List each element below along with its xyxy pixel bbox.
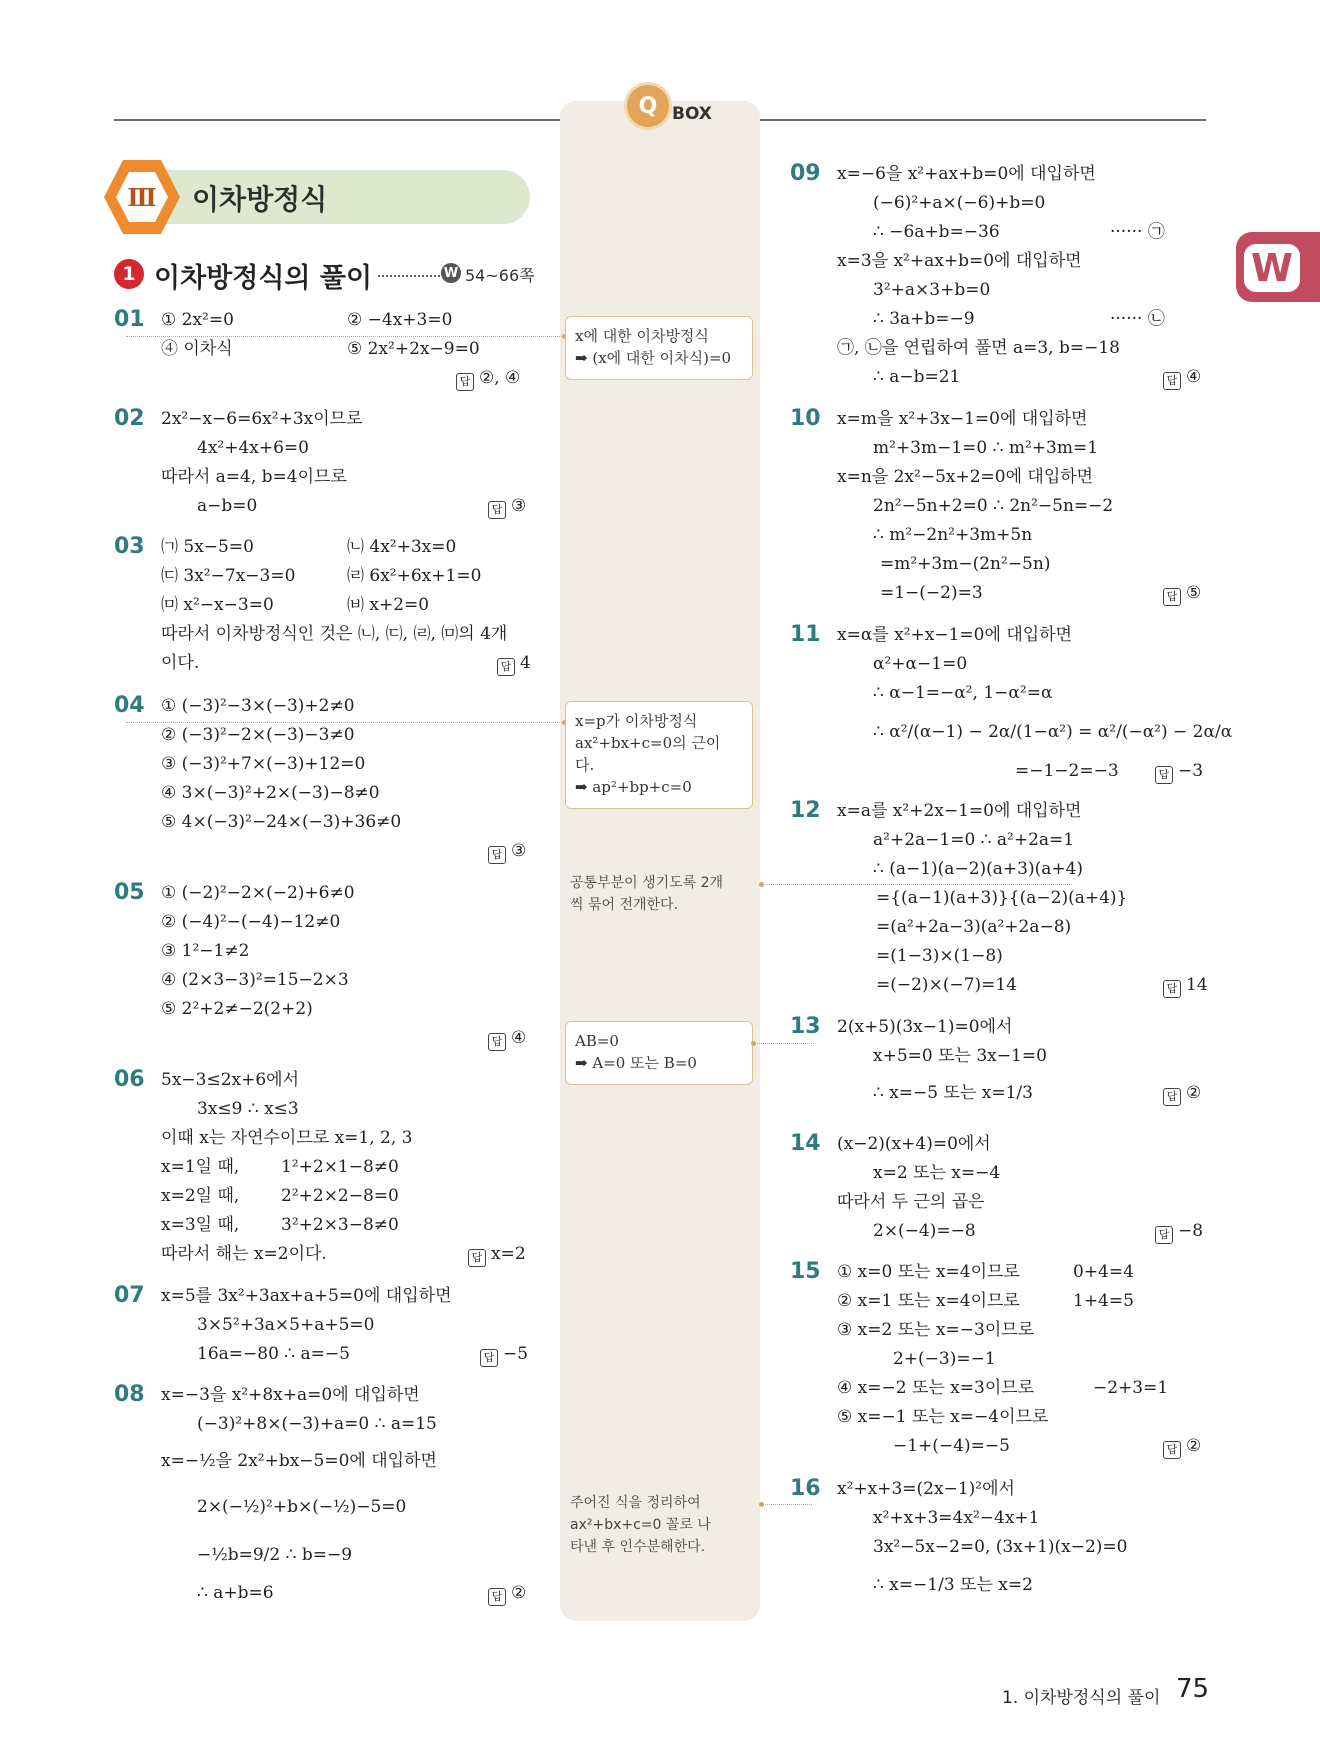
solution-line: 3²+2×3−8≠0 [281, 1215, 399, 1235]
solution-line: 2x²−x−6=6x²+3x이므로 [161, 409, 363, 429]
answer-mark-icon: 답 [1163, 588, 1181, 606]
section-leader-dots [378, 275, 440, 277]
solution-line: ① (−2)²−2×(−2)+6≠0 [161, 883, 355, 903]
answer-mark-icon: 답 [1163, 1441, 1181, 1459]
footer-section-label: 1. 이차방정식의 풀이 [1002, 1688, 1161, 1708]
solution-line: =−1−2=−3 [1015, 761, 1119, 781]
solution-line: ④ 이차식 [161, 339, 233, 359]
note-line: 타낸 후 인수분해한다. [570, 1539, 706, 1555]
solution-line: ㈂ 3x²−7x−3=0 [161, 566, 296, 586]
answer-mark-icon: 답 [1163, 980, 1181, 998]
solution-line: 3x≤9 ∴ x≤3 [197, 1099, 299, 1119]
problem-number: 15 [790, 1259, 821, 1284]
note-connector [762, 884, 1072, 885]
solution-line: ③ x=2 또는 x=−3이므로 [837, 1320, 1035, 1340]
solution-line: x=m을 x²+3x−1=0에 대입하면 [837, 409, 1088, 429]
solution-line: 이때 x는 자연수이므로 x=1, 2, 3 [161, 1128, 413, 1148]
note-line: 주어진 식을 정리하여 [570, 1495, 701, 1511]
solution-line: x²+x+3=4x²−4x+1 [873, 1508, 1040, 1528]
qbox-label: BOX [672, 104, 712, 124]
solution-line: 0+4=4 [1073, 1262, 1134, 1282]
answer-mark-icon: 답 [488, 501, 506, 519]
solution-line: 2×(−½)²+b×(−½)−5=0 [197, 1497, 407, 1517]
solution-line: 3²+a×3+b=0 [873, 280, 991, 300]
solution-line: ⑤ 2x²+2x−9=0 [347, 339, 480, 359]
solution-line: 3×5²+3a×5+a+5=0 [197, 1315, 375, 1335]
solution-line: ② −4x+3=0 [347, 310, 453, 330]
answer [468, 1244, 526, 1267]
note-connector [126, 336, 564, 337]
page-number: 75 [1176, 1674, 1210, 1704]
problem-number: 16 [790, 1476, 821, 1501]
problem-number: 09 [790, 161, 821, 186]
solution-line: ③ 1²−1≠2 [161, 941, 250, 961]
section-title: 이차방정식의 풀이 [154, 263, 373, 294]
note-line: 공통부분이 생기도록 2개 [570, 875, 724, 891]
solution-line: −1+(−4)=−5 [893, 1436, 1010, 1456]
answer-value: ③ [511, 841, 527, 861]
answer-mark-icon: 답 [480, 1349, 498, 1367]
qbox-note [565, 701, 753, 809]
side-tab-w-icon[interactable]: W [1244, 244, 1300, 292]
solution-line: =(a²+2a−3)(a²+2a−8) [876, 917, 1072, 937]
answer-value: 14 [1186, 975, 1208, 995]
solution-line: ∴ 3a+b=−9 [873, 309, 975, 329]
solution-line: ② (−4)²−(−4)−12≠0 [161, 912, 341, 932]
solution-line: 2×(−4)=−8 [873, 1221, 976, 1241]
problem-number: 06 [114, 1067, 145, 1092]
solution-line: ㈄ x²−x−3=0 [161, 595, 274, 615]
solution-line: 2²+2×2−8=0 [281, 1186, 399, 1206]
note-line: ax²+bx+c=0 꼴로 나 [570, 1517, 711, 1533]
solution-line: 따라서 두 근의 곱은 [837, 1192, 985, 1212]
answer-mark-icon: 답 [1155, 766, 1173, 784]
solution-line: ㈃ 6x²+6x+1=0 [347, 566, 482, 586]
solution-line: 따라서 a=4, b=4이므로 [161, 467, 347, 487]
solution-line: α²+α−1=0 [873, 654, 968, 674]
note-line: x에 대한 이차방정식 [575, 327, 709, 345]
solution-line: (−3)²+8×(−3)+a=0 ∴ a=15 [197, 1414, 437, 1434]
solution-line: x=n을 2x²−5x+2=0에 대입하면 [837, 467, 1094, 487]
answer-value: ② [511, 1583, 527, 1603]
solution-line: ③ (−3)²+7×(−3)+12=0 [161, 754, 366, 774]
solution-line: 1²+2×1−8≠0 [281, 1157, 399, 1177]
answer-value: −3 [1178, 761, 1204, 781]
solution-line: ② (−3)²−2×(−3)−3≠0 [161, 725, 355, 745]
problem-number: 14 [790, 1131, 821, 1156]
section-number-badge: 1 [114, 259, 144, 289]
note-line: ➡ (x에 대한 이차식)=0 [575, 349, 732, 367]
solution-line: x=−3을 x²+8x+a=0에 대입하면 [161, 1385, 420, 1405]
solution-line: ∴ (a−1)(a−2)(a+3)(a+4) [873, 859, 1084, 879]
solution-line: ① 2x²=0 [161, 310, 234, 330]
problem-number: 07 [114, 1283, 145, 1308]
solution-line: x=5를 3x²+3ax+a+5=0에 대입하면 [161, 1286, 452, 1306]
answer-value: ④ [1186, 367, 1202, 387]
answer-value: −8 [1178, 1221, 1204, 1241]
problem-number: 01 [114, 307, 145, 332]
answer [488, 1028, 526, 1051]
top-rule-right [760, 119, 1206, 121]
answer-mark-icon: 답 [497, 658, 515, 676]
solution-line: ∴ α−1=−α², 1−α²=α [873, 683, 1053, 703]
qbox-note-plain [570, 1492, 754, 1558]
answer [1163, 975, 1208, 998]
qbox-note [565, 1021, 753, 1085]
answer-mark-icon: 답 [1155, 1226, 1173, 1244]
solution-line: a²+2a−1=0 ∴ a²+2a=1 [873, 830, 1075, 850]
answer [1155, 761, 1203, 784]
solution-line: (−6)²+a×(−6)+b=0 [873, 193, 1046, 213]
solution-line: x+5=0 또는 3x−1=0 [873, 1046, 1047, 1066]
problem-number: 10 [790, 406, 821, 431]
answer-value: ③ [511, 496, 527, 516]
answer-value: ⑤ [1186, 583, 1202, 603]
workbook-w-icon: W [441, 263, 461, 283]
solution-line: ∴ x=−5 또는 x=1/3 [873, 1083, 1033, 1103]
solution-line: x=1일 때, [161, 1157, 240, 1177]
answer-value: ②, ④ [479, 368, 521, 388]
solution-line: 2+(−3)=−1 [893, 1349, 996, 1369]
answer [488, 496, 526, 519]
answer-value: ④ [511, 1028, 527, 1048]
solution-line: =m²+3m−(2n²−5n) [880, 554, 1051, 574]
solution-line: a−b=0 [197, 496, 258, 516]
problem-number: 04 [114, 693, 145, 718]
solution-line: 이다. [161, 653, 200, 673]
solution-line: (x−2)(x+4)=0에서 [837, 1134, 991, 1154]
answer-mark-icon: 답 [468, 1249, 486, 1267]
answer [488, 1583, 526, 1606]
problem-number: 05 [114, 880, 145, 905]
solution-line: x=α를 x²+x−1=0에 대입하면 [837, 625, 1073, 645]
solution-line: x=−6을 x²+ax+b=0에 대입하면 [837, 164, 1096, 184]
solution-line: x=a를 x²+2x−1=0에 대입하면 [837, 801, 1082, 821]
top-rule-left [114, 119, 560, 121]
solution-line: ∴ −6a+b=−36 [873, 222, 1000, 242]
answer [480, 1344, 528, 1367]
solution-line: x=−½을 2x²+bx−5=0에 대입하면 [161, 1451, 437, 1471]
note-line: 다. [575, 756, 595, 774]
solution-line: ① x=0 또는 x=4이므로 [837, 1262, 1020, 1282]
answer [1163, 367, 1201, 390]
note-line: ➡ A=0 또는 B=0 [575, 1054, 697, 1072]
solution-line: 2(x+5)(3x−1)=0에서 [837, 1017, 1013, 1037]
answer-mark-icon: 답 [1163, 1088, 1181, 1106]
answer-mark-icon: 답 [488, 1033, 506, 1051]
solution-line: ④ x=−2 또는 x=3이므로 [837, 1378, 1035, 1398]
problem-number: 11 [790, 622, 821, 647]
answer [1163, 583, 1201, 606]
qbox-note [565, 316, 753, 380]
note-connector [754, 1043, 814, 1044]
problem-number: 13 [790, 1014, 821, 1039]
answer [488, 841, 526, 864]
answer-value: ② [1186, 1083, 1202, 1103]
qbox-note-plain [570, 872, 754, 916]
solution-line: 따라서 이차방정식인 것은 ㈁, ㈂, ㈃, ㈄의 4개 [161, 624, 508, 644]
answer-mark-icon: 답 [456, 373, 474, 391]
solution-line: ······ ㉠ [1110, 222, 1165, 242]
note-connector [762, 1504, 812, 1505]
solution-line: 4x²+4x+6=0 [197, 438, 309, 458]
chapter-title: 이차방정식 [192, 183, 328, 216]
solution-line: ㈁ 4x²+3x=0 [347, 537, 457, 557]
solution-line: ④ (2×3−3)²=15−2×3 [161, 970, 349, 990]
solution-line: ㈀ 5x−5=0 [161, 537, 254, 557]
answer [1163, 1083, 1201, 1106]
note-line: ax²+bx+c=0의 근이 [575, 734, 721, 752]
answer [456, 368, 520, 391]
solution-line: ∴ x=−1/3 또는 x=2 [873, 1575, 1033, 1595]
solution-line: ⑤ x=−1 또는 x=−4이므로 [837, 1407, 1049, 1427]
problem-number: 03 [114, 534, 145, 559]
solution-line: x=3을 x²+ax+b=0에 대입하면 [837, 251, 1082, 271]
answer-mark-icon: 답 [1163, 372, 1181, 390]
solution-line: =(1−3)×(1−8) [876, 946, 1003, 966]
chapter-number: Ⅲ [127, 182, 157, 212]
note-connector [126, 722, 564, 723]
note-line: AB=0 [575, 1032, 619, 1050]
solution-line: ⑤ 4×(−3)²−24×(−3)+36≠0 [161, 812, 402, 832]
note-line: 씩 묶어 전개한다. [570, 897, 679, 913]
solution-line: x=2일 때, [161, 1186, 240, 1206]
solution-line: 따라서 해는 x=2이다. [161, 1244, 327, 1264]
solution-line: ······ ㉡ [1110, 309, 1165, 329]
answer-value: x=2 [491, 1244, 526, 1264]
answer [1163, 1436, 1201, 1459]
section-pages: 54~66쪽 [465, 266, 535, 285]
solution-line: m²+3m−1=0 ∴ m²+3m=1 [873, 438, 1099, 458]
problem-number: 02 [114, 406, 145, 431]
answer [497, 653, 531, 676]
problem-number: 08 [114, 1382, 145, 1407]
answer-value: ② [1186, 1436, 1202, 1456]
solution-line: 5x−3≤2x+6에서 [161, 1070, 300, 1090]
solution-line: ∴ a+b=6 [197, 1583, 274, 1603]
solution-line: x²+x+3=(2x−1)²에서 [837, 1479, 1015, 1499]
solution-line: ④ 3×(−3)²+2×(−3)−8≠0 [161, 783, 380, 803]
answer-value: −5 [503, 1344, 529, 1364]
solution-line: ∴ m²−2n²+3m+5n [873, 525, 1033, 545]
solution-line: =(−2)×(−7)=14 [876, 975, 1018, 995]
solution-line: 16a=−80 ∴ a=−5 [197, 1344, 350, 1364]
solution-line: 2n²−5n+2=0 ∴ 2n²−5n=−2 [873, 496, 1114, 516]
answer [1155, 1221, 1203, 1244]
answer-mark-icon: 답 [488, 846, 506, 864]
solution-line: x=2 또는 x=−4 [873, 1163, 1001, 1183]
solution-line: ㈅ x+2=0 [347, 595, 430, 615]
solution-line: ⑤ 2²+2≠−2(2+2) [161, 999, 313, 1019]
note-line: x=p가 이차방정식 [575, 712, 698, 730]
solution-line: ∴ a−b=21 [873, 367, 961, 387]
solution-line: ② x=1 또는 x=4이므로 [837, 1291, 1020, 1311]
solution-line: ={(a−1)(a+3)}{(a−2)(a+4)} [876, 888, 1128, 908]
solution-line: 3x²−5x−2=0, (3x+1)(x−2)=0 [873, 1537, 1128, 1557]
solution-line: x=3일 때, [161, 1215, 240, 1235]
answer-value: 4 [520, 653, 531, 673]
problem-number: 12 [790, 798, 821, 823]
solution-line: −½b=9/2 ∴ b=−9 [197, 1545, 353, 1565]
qbox-q-icon: Q [624, 82, 672, 130]
note-line: ➡ ap²+bp+c=0 [575, 778, 692, 796]
solution-line: −2+3=1 [1093, 1378, 1169, 1398]
solution-line: ∴ α²/(α−1) − 2α/(1−α²) = α²/(−α²) − 2α/α [873, 722, 1233, 742]
solution-line: =1−(−2)=3 [880, 583, 983, 603]
answer-mark-icon: 답 [488, 1588, 506, 1606]
solution-line: 1+4=5 [1073, 1291, 1134, 1311]
solution-line: ㉠, ㉡을 연립하여 풀면 a=3, b=−18 [837, 338, 1120, 358]
solution-line: ① (−3)²−3×(−3)+2≠0 [161, 696, 355, 716]
